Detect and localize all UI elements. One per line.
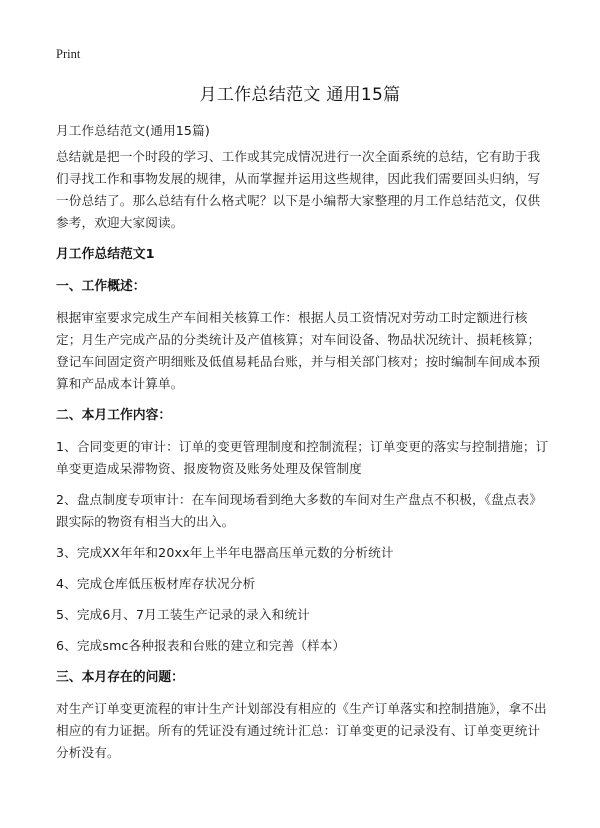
problems-paragraph: 对生产订单变更流程的审计生产计划部没有相应的《生产订单落实和控制措施》，拿不出相应的有力证据。所有的凭证没有通过统计汇总：订单变更的记录没有、订单变更统计分析没有。 bbox=[56, 701, 547, 760]
section-title: 月工作总结范文1 bbox=[56, 247, 155, 262]
list-item: 1、合同变更的审计：订单的变更管理制度和控制流程；订单变更的落实与控制措施；订单变更造成呆滞物资、报废物资及账务处理及保管制度 bbox=[56, 439, 549, 476]
print-label: Print bbox=[56, 47, 81, 61]
document-body bbox=[56, 120, 550, 773]
work-overview-paragraph: 根据审室要求完成生产车间相关核算工作：根据人员工资情况对劳动工时定额进行核定；月生产完成产品的分类统计及产值核算；对车间设备、物品状况统计、损耗核算；登记车间固定资产明细账及低值易耗品台账，并与相关部门核对；按时编制车间成本预算和产品成本计算单。 bbox=[56, 310, 541, 391]
list-item: 5、完成6月、7月工装生产记录的录入和统计 bbox=[56, 607, 310, 622]
intro-paragraph: 总结就是把一个时段的学习、工作或其完成情况进行一次全面系统的总结，它有助于我们寻找工作和事物发展的规律，从而掌握并运用这些规律，因此我们需要回头归纳，写一份总结了。那么总结有什么格式呢？以下是小编帮大家整理的月工作总结范文，仅供参考，欢迎大家阅读。 bbox=[56, 149, 541, 230]
list-item: 6、完成smc各种报表和台账的建立和完善（样本） bbox=[56, 638, 346, 653]
heading-problems: 三、本月存在的问题： bbox=[56, 670, 184, 685]
document-title: 月工作总结范文 通用15篇 bbox=[199, 85, 401, 105]
list-item: 2、盘点制度专项审计：在车间现场看到绝大多数的车间对生产盘点不积极，《盘点表》跟实际的物资有相当大的出入。 bbox=[56, 492, 543, 529]
list-item: 3、完成XX年年和20xx年上半年电器高压单元数的分析统计 bbox=[56, 545, 394, 560]
heading-work-content: 二、本月工作内容： bbox=[56, 408, 172, 423]
heading-work-overview: 一、工作概述： bbox=[56, 279, 146, 294]
list-item: 4、完成仓库低压板材库存状况分析 bbox=[56, 576, 256, 591]
document-subtitle: 月工作总结范文(通用15篇) bbox=[56, 123, 210, 138]
